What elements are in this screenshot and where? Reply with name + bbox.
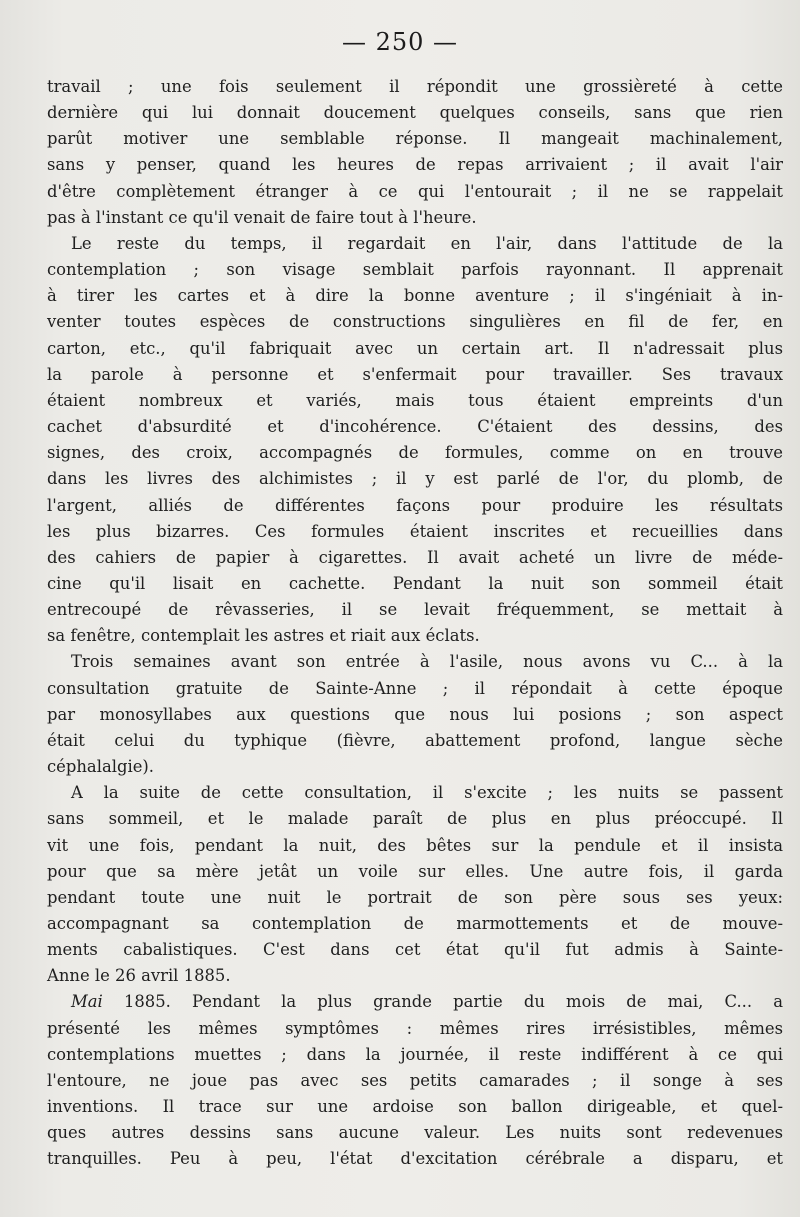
- text-line: dernière qui lui donnait doucement quelques conseils, sans que rien: [47, 103, 783, 123]
- text-line: pour que sa mère jetât un voile sur elles. Une autre fois, il garda: [47, 861, 783, 881]
- text-line-rest: 1885. Pendant la plus grande partie du mois de mai, C... a: [102, 992, 783, 1012]
- text-line: d'être complètement étranger à ce qui l'entourait ; il ne se rappelait: [47, 181, 783, 201]
- text-line: parût motiver une semblable réponse. Il mangeait machinalement,: [47, 129, 783, 149]
- text-line: inventions. Il trace sur une ardoise son ballon dirigeable, et quel-: [47, 1097, 783, 1117]
- body-text: [47, 74, 783, 1173]
- text-line: pendant toute une nuit le portrait de son père sous ses yeux:: [47, 887, 783, 907]
- text-line: A la suite de cette consultation, il s'excite ; les nuits se passent: [71, 783, 783, 803]
- text-line: présenté les mêmes symptômes : mêmes rires irrésistibles, mêmes: [47, 1018, 783, 1038]
- text-line: des cahiers de papier à cigarettes. Il avait acheté un livre de méde-: [47, 547, 783, 567]
- text-line: sans sommeil, et le malade paraît de plus en plus préoccupé. Il: [47, 809, 783, 829]
- text-line: Trois semaines avant son entrée à l'asile, nous avons vu C... à la: [71, 652, 783, 672]
- text-line: cachet d'absurdité et d'incohérence. C'étaient des dessins, des: [47, 417, 783, 437]
- text-line: les plus bizarres. Ces formules étaient inscrites et recueillies dans: [47, 521, 783, 541]
- paragraph-3: [47, 649, 783, 780]
- text-line: contemplation ; son visage semblait parfois rayonnant. Il apprenait: [47, 260, 783, 280]
- text-line: contemplations muettes ; dans la journée, il reste indifférent à ce qui: [47, 1044, 783, 1064]
- paragraph-1: [47, 74, 783, 231]
- text-line: vit une fois, pendant la nuit, des bêtes sur la pendule et il insista: [47, 835, 783, 855]
- text-line: était celui du typhique (fièvre, abattement profond, langue sèche: [47, 730, 783, 750]
- text-line: tranquilles. Peu à peu, l'état d'excitation cérébrale a disparu, et: [47, 1149, 783, 1169]
- italic-month: Mai: [71, 992, 103, 1012]
- text-line: la parole à personne et s'enfermait pour travailler. Ses travaux: [47, 364, 783, 384]
- text-line: céphalalgie).: [47, 757, 154, 777]
- text-line: ques autres dessins sans aucune valeur. Les nuits sont redevenues: [47, 1123, 783, 1143]
- paragraph-4: [47, 780, 783, 989]
- page-number-header: — 250 —: [341, 28, 459, 56]
- text-line: pas à l'instant ce qu'il venait de faire tout à l'heure.: [47, 207, 477, 227]
- text-line: l'entoure, ne joue pas avec ses petits camarades ; il songe à ses: [47, 1070, 783, 1090]
- text-line: étaient nombreux et variés, mais tous étaient empreints d'un: [47, 390, 783, 410]
- text-line: signes, des croix, accompagnés de formules, comme on en trouve: [47, 443, 783, 463]
- text-line: [47, 989, 783, 1015]
- text-line: ments cabalistiques. C'est dans cet état qu'il fut admis à Sainte-: [47, 940, 783, 960]
- text-line: cine qu'il lisait en cachette. Pendant la nuit son sommeil était: [47, 573, 783, 593]
- text-line: par monosyllabes aux questions que nous lui posions ; son aspect: [47, 704, 783, 724]
- text-line: à tirer les cartes et à dire la bonne aventure ; il s'ingéniait à in-: [47, 286, 783, 306]
- text-line: sa fenêtre, contemplait les astres et riait aux éclats.: [47, 626, 480, 646]
- paragraph-2: [47, 231, 783, 650]
- text-line: venter toutes espèces de constructions singulières en fil de fer, en: [47, 312, 783, 332]
- text-line: Anne le 26 avril 1885.: [47, 966, 231, 986]
- text-line: accompagnant sa contemplation de marmottements et de mouve-: [47, 914, 783, 933]
- paragraph-5: [47, 989, 783, 1172]
- text-line: travail ; une fois seulement il répondit une grossièreté à cette: [47, 77, 783, 96]
- text-line: consultation gratuite de Sainte-Anne ; il répondait à cette époque: [47, 678, 783, 698]
- text-line: carton, etc., qu'il fabriquait avec un certain art. Il n'adressait plus: [47, 338, 783, 358]
- text-line: l'argent, alliés de différentes façons pour produire les résultats: [47, 495, 783, 515]
- text-line: dans les livres des alchimistes ; il y est parlé de l'or, du plomb, de: [47, 469, 783, 489]
- text-line: Le reste du temps, il regardait en l'air, dans l'attitude de la: [71, 233, 783, 253]
- text-line: sans y penser, quand les heures de repas arrivaient ; il avait l'air: [47, 155, 783, 175]
- text-line: entrecoupé de rêvasseries, il se levait fréquemment, se mettait à: [47, 600, 783, 620]
